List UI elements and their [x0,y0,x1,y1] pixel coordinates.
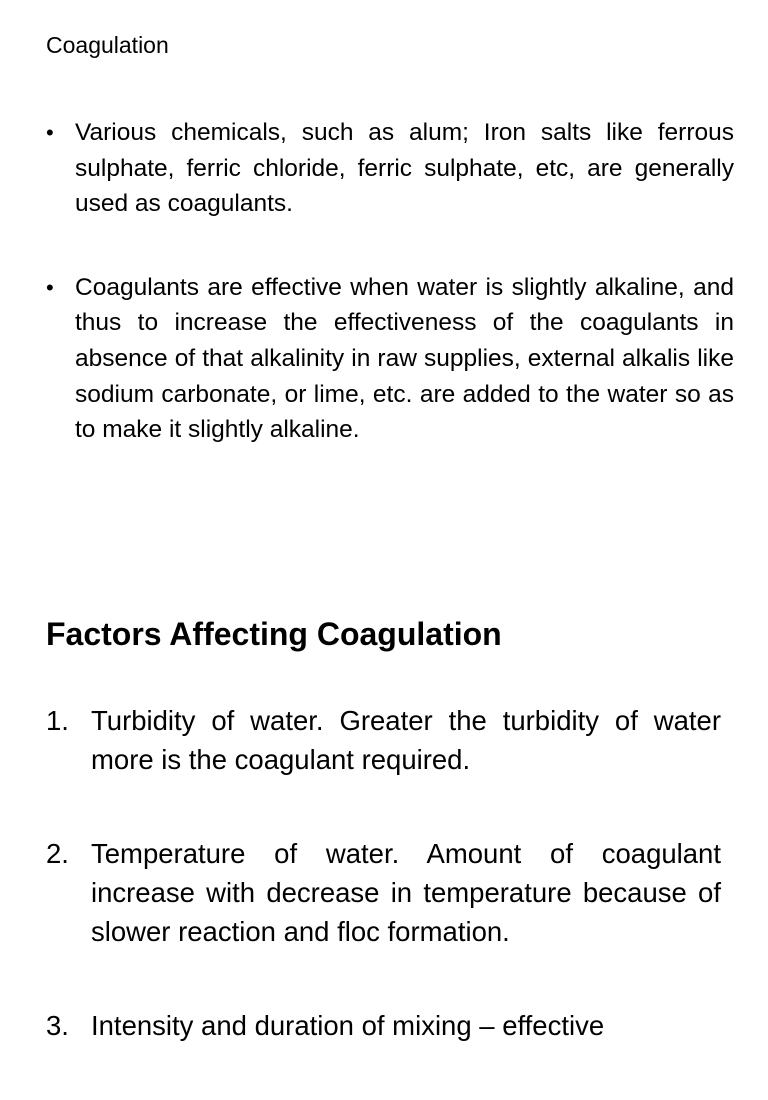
factor-number: 2. [46,838,69,869]
factor-item [46,701,721,779]
bullet-item [46,270,734,448]
bullet-marker: • [46,120,54,145]
factor-text: Temperature of water. Amount of coagulant increase with decrease in temperature because of slower reaction and floc formation. [91,838,721,947]
factor-number: 1. [46,705,69,736]
bullet-list [46,115,734,496]
bullet-item [46,115,734,222]
bullet-text: Various chemicals, such as alum; Iron salts like ferrous sulphate, ferric chloride, ferric sulphate, etc, are generally used as coagulants. [75,119,734,218]
bullet-marker: • [46,274,54,300]
factor-text: Turbidity of water. Greater the turbidity of water more is the coagulant required. [91,705,721,775]
factor-item [46,1006,721,1045]
factor-item [46,834,721,951]
section-heading: Factors Affecting Coagulation [46,616,502,652]
factor-text: Intensity and duration of mixing – effective [91,1010,605,1041]
factor-number: 3. [46,1010,69,1041]
section-label: Coagulation [46,32,169,58]
bullet-text: Coagulants are effective when water is slightly alkaline, and thus to increase the effectiveness of the coagulants in absence of that alkalinity in raw supplies, external alkalis like sodium carbonate, or lime, etc. are added to the water so as to make it slightly alkaline. [75,273,734,444]
factors-list [46,701,721,1100]
